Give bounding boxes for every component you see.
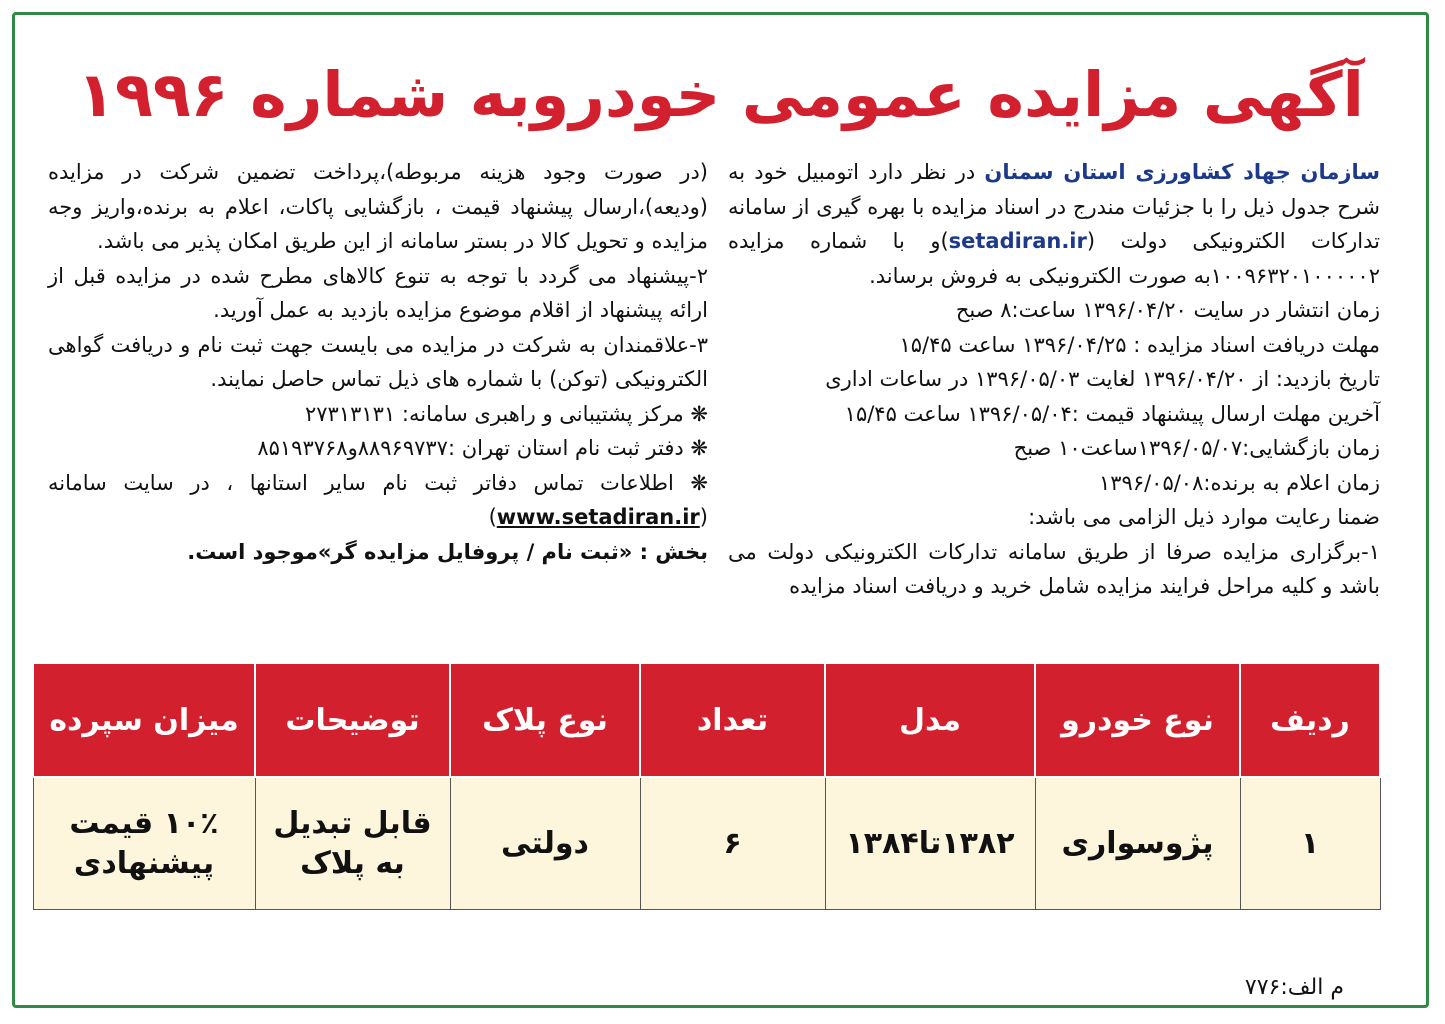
ad-title: آگهی مزایده عمومی خودروبه شماره ۱۹۹۶ [77, 58, 1364, 131]
left-column [48, 155, 708, 569]
tehran-office: ❋ دفتر ثبت نام استان تهران :۸۸۹۶۹۷۳۷و۸۵۱۹۳۷۶۸ [257, 436, 708, 460]
cell-count: ۶ [640, 777, 825, 910]
right-column [728, 155, 1380, 604]
requirement-2: ۲-پیشنهاد می گردد با توجه به تنوع کالاهای مطرح شده در مزایده قبل از ارائه پیشنهاد از اقلام موضوع مزایده بازدید به عمل آورید. [48, 263, 708, 322]
support-center: ❋ مرکز پشتیبانی و راهبری سامانه: ۲۷۳۱۳۱۳۱ [304, 401, 708, 426]
setadiran-link[interactable]: www.setadiran.ir [496, 505, 700, 529]
cell-description: قابل تبدیل به پلاک [255, 777, 450, 910]
offer-deadline: آخرین مهلت ارسال پیشنهاد قیمت :۱۳۹۶/۰۵/۰۴ ساعت ۱۵/۴۵ [844, 401, 1380, 426]
cell-row-number: ۱ [1240, 777, 1380, 910]
docs-deadline: مهلت دریافت اسناد مزایده : ۱۳۹۶/۰۴/۲۵ ساعت ۱۵/۴۵ [899, 332, 1380, 357]
table-row [33, 777, 1380, 910]
opening-time: زمان بازگشایی:۱۳۹۶/۰۵/۰۷ساعت۱۰ صبح [1013, 436, 1380, 460]
cell-deposit: ۱۰٪ قیمت پیشنهادی [33, 777, 255, 910]
intro-site-link[interactable]: setadiran.ir [948, 229, 1087, 253]
cell-model: ۱۳۸۲تا۱۳۸۴ [825, 777, 1035, 910]
footer-code: م الف:۷۷۶ [1244, 975, 1344, 1000]
requirement-1-continued: (در صورت وجود هزینه مربوطه)،پرداخت تضمین شرکت در مزایده (ودیعه)،ارسال پیشنهاد قیمت ، بازگشایی پاکات، اعلام به برنده،واریز وجه مزایده و تحویل کالا در بستر سامانه از این طریق امکان پذیر می باشد. [48, 160, 708, 253]
vehicles-table [32, 662, 1381, 910]
profile-section: بخش : «ثبت نام / پروفایل مزایده گر»موجود است. [187, 539, 708, 564]
contacts-text: ❋ اطلاعات تماس دفاتر ثبت نام سایر استانها ، در سایت سامانه ( [48, 470, 708, 529]
intro-text-2: )و با شماره مزایده ۱۰۰۹۶۳۲۰۱۰۰۰۰۰۲به صورت الکترونیکی به فروش برساند. [728, 229, 1380, 288]
header-model: مدل [825, 663, 1035, 777]
header-count: تعداد [640, 663, 825, 777]
header-plate-type: نوع پلاک [450, 663, 640, 777]
intro-text-1: در نظر دارد اتومبیل خود به شرح جدول ذیل را با جزئیات مندرج در اسناد مزایده با بهره گیری از سامانه تدارکات الکترونیکی دولت ( [728, 160, 1381, 253]
header-description: توضیحات [255, 663, 450, 777]
winner-announce: زمان اعلام به برنده:۱۳۹۶/۰۵/۰۸ [1098, 470, 1380, 495]
cell-vehicle-type: پژوسواری [1035, 777, 1240, 910]
provinces-contacts [48, 466, 708, 535]
organization-name: سازمان جهاد کشاورزی استان سمنان [984, 160, 1380, 184]
header-row-number: ردیف [1240, 663, 1380, 777]
requirements-note: ضمنا رعایت موارد ذیل الزامی می باشد: [1028, 505, 1380, 529]
requirement-3: ۳-علاقمندان به شرکت در مزایده می بایست جهت ثبت نام و دریافت گواهی الکترونیکی (توکن) با شماره های ذیل تماس حاصل نمایند. [48, 332, 708, 391]
contacts-close: ) [488, 505, 497, 529]
visit-date: تاریخ بازدید: از ۱۳۹۶/۰۴/۲۰ لغایت ۱۳۹۶/۰۵/۰۳ در ساعات اداری [825, 367, 1380, 391]
table-header-row [33, 663, 1380, 777]
requirement-1: ۱-برگزاری مزایده صرفا از طریق سامانه تدارکات الکترونیکی دولت می باشد و کلیه مراحل فرایند مزایده شامل خرید و دریافت اسناد مزایده [728, 539, 1380, 598]
header-deposit: میزان سپرده [33, 663, 255, 777]
intro-paragraph [728, 155, 1380, 293]
cell-plate-type: دولتی [450, 777, 640, 910]
publish-time: زمان انتشار در سایت ۱۳۹۶/۰۴/۲۰ ساعت:۸ صبح [955, 298, 1380, 322]
header-vehicle-type: نوع خودرو [1035, 663, 1240, 777]
